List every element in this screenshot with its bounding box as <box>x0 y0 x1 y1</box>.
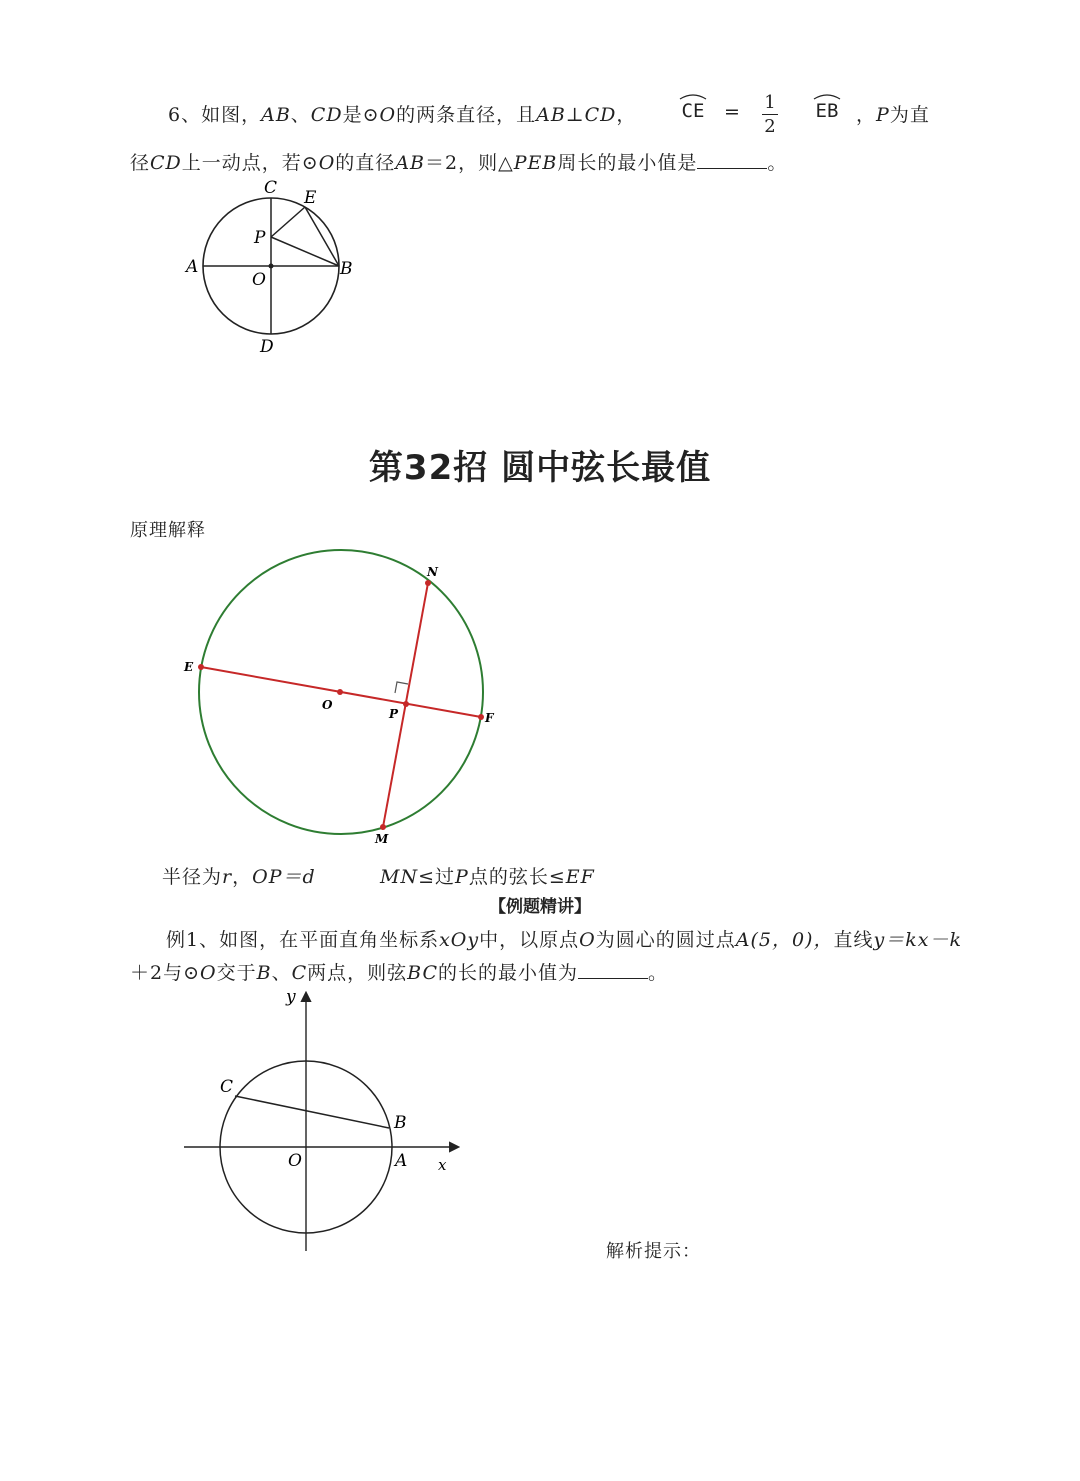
math-ef: EF <box>565 866 595 888</box>
answer-blank <box>578 964 648 979</box>
label-o: O <box>322 698 333 712</box>
label-y: y <box>286 987 296 1007</box>
point-o <box>269 264 274 269</box>
example1-figure <box>180 985 470 1260</box>
label-p: P <box>254 228 266 248</box>
text-segment: ≤过 <box>418 866 456 888</box>
math-line-eq: y＝kx－k <box>873 929 962 951</box>
text-segment: ， <box>856 104 877 126</box>
math-o: O <box>379 104 397 126</box>
point-p <box>403 701 409 707</box>
fraction-numerator: 1 <box>764 92 776 113</box>
label-n: N <box>427 565 438 579</box>
math-b: B <box>256 962 272 984</box>
text-segment: 半径为 <box>162 866 223 888</box>
segment-eb <box>305 207 339 266</box>
arc-ce-label: CE <box>681 100 705 122</box>
text-segment: 为圆心的圆过点 <box>595 929 736 951</box>
segment-pb <box>271 237 339 266</box>
example1-line2 <box>130 958 668 985</box>
label-p: P <box>389 707 399 721</box>
point-f <box>478 714 484 720</box>
label-m: M <box>375 832 389 846</box>
text-segment: 点的弦长≤ <box>468 866 566 888</box>
math-mn: MN <box>380 866 419 888</box>
text-segment: 两点，则弦 <box>307 962 408 984</box>
text-segment: 径 <box>130 152 151 174</box>
answer-blank <box>697 154 767 169</box>
equals-sign: = <box>724 101 741 123</box>
hint-label: 解析提示： <box>606 1241 701 1262</box>
examples-heading: 【例题精讲】 <box>489 897 591 917</box>
text-segment: ＋2与⊙ <box>130 962 201 984</box>
math-o: O <box>318 152 336 174</box>
text-segment: 的两条直径，且 <box>396 104 537 126</box>
example1-line1 <box>166 925 962 952</box>
label-a: A <box>395 1151 408 1171</box>
math-cd: CD <box>310 104 343 126</box>
label-c: C <box>264 178 278 198</box>
math-bc: BC <box>407 962 439 984</box>
text-segment: 的长的最小值为 <box>438 962 579 984</box>
point-o <box>337 689 343 695</box>
math-peb: PEB <box>513 152 558 174</box>
principle-label: 原理解释 <box>130 520 206 541</box>
math-r: r <box>222 866 233 888</box>
arc-ce-mark <box>678 92 708 100</box>
label-b: B <box>340 259 353 279</box>
text-segment: 交于 <box>216 962 257 984</box>
math-xoy: xOy <box>439 929 480 951</box>
math-o: O <box>200 962 217 984</box>
text-segment: 为直 <box>889 104 930 126</box>
math-p: P <box>455 866 469 888</box>
point-m <box>380 824 386 830</box>
text-segment: ＝2，则△ <box>425 152 514 174</box>
text-segment: 。 <box>648 962 669 984</box>
text-segment: 。 <box>767 152 788 174</box>
math-perp: AB⊥CD <box>536 104 617 126</box>
arc-eb <box>812 92 842 122</box>
label-a: A <box>186 257 199 277</box>
math-o: O <box>579 929 596 951</box>
text-segment: 是⊙ <box>342 104 380 126</box>
math-p: P <box>876 104 890 126</box>
separator: 、 <box>290 104 311 126</box>
problem6-prefix: 6、如图， <box>168 104 262 126</box>
label-x: x <box>438 1156 447 1174</box>
math-c: C <box>291 962 308 984</box>
text-segment: ， <box>232 866 253 888</box>
arc-eb-label: EB <box>815 100 839 122</box>
text-segment: 的直径 <box>335 152 396 174</box>
arc-eb-mark <box>812 92 842 100</box>
principle-caption-left <box>162 862 316 889</box>
label-e: E <box>304 188 317 208</box>
text-segment: 中，以原点 <box>479 929 580 951</box>
fraction-denominator: 2 <box>764 116 776 137</box>
label-e: E <box>184 660 194 674</box>
text-segment: ， <box>616 104 637 126</box>
math-ab: AB <box>261 104 291 126</box>
text-segment: 例1、如图，在平面直角坐标系 <box>166 929 440 951</box>
principle-figure <box>175 545 505 850</box>
label-c: C <box>220 1077 234 1097</box>
label-o: O <box>288 1151 302 1171</box>
label-o: O <box>252 270 266 290</box>
point-e <box>198 664 204 670</box>
math-a50: A(5，0)， <box>735 929 834 951</box>
chord-bc <box>235 1096 389 1128</box>
math-ab: AB <box>395 152 425 174</box>
problem6-line2 <box>130 148 787 175</box>
text-segment: 周长的最小值是 <box>557 152 698 174</box>
segment-pe <box>271 207 305 237</box>
math-cd: CD <box>150 152 182 174</box>
text-segment: 上一动点，若⊙ <box>181 152 319 174</box>
problem6-line1 <box>168 100 636 127</box>
math-op-d: OP＝d <box>252 866 316 888</box>
right-angle-mark <box>395 682 408 693</box>
fraction-bar <box>762 114 778 115</box>
label-d: D <box>260 337 274 357</box>
text-segment: 直线 <box>833 929 874 951</box>
principle-caption-right <box>380 862 595 889</box>
label-f: F <box>485 711 494 725</box>
label-b: B <box>394 1113 407 1133</box>
point-n <box>425 580 431 586</box>
arc-ce <box>678 92 708 122</box>
fraction-half <box>760 92 780 137</box>
problem6-line1-tail <box>856 100 930 127</box>
problem6-figure <box>180 175 360 360</box>
section-title: 第32招 圆中弦长最值 <box>368 448 712 488</box>
separator: 、 <box>271 962 292 984</box>
